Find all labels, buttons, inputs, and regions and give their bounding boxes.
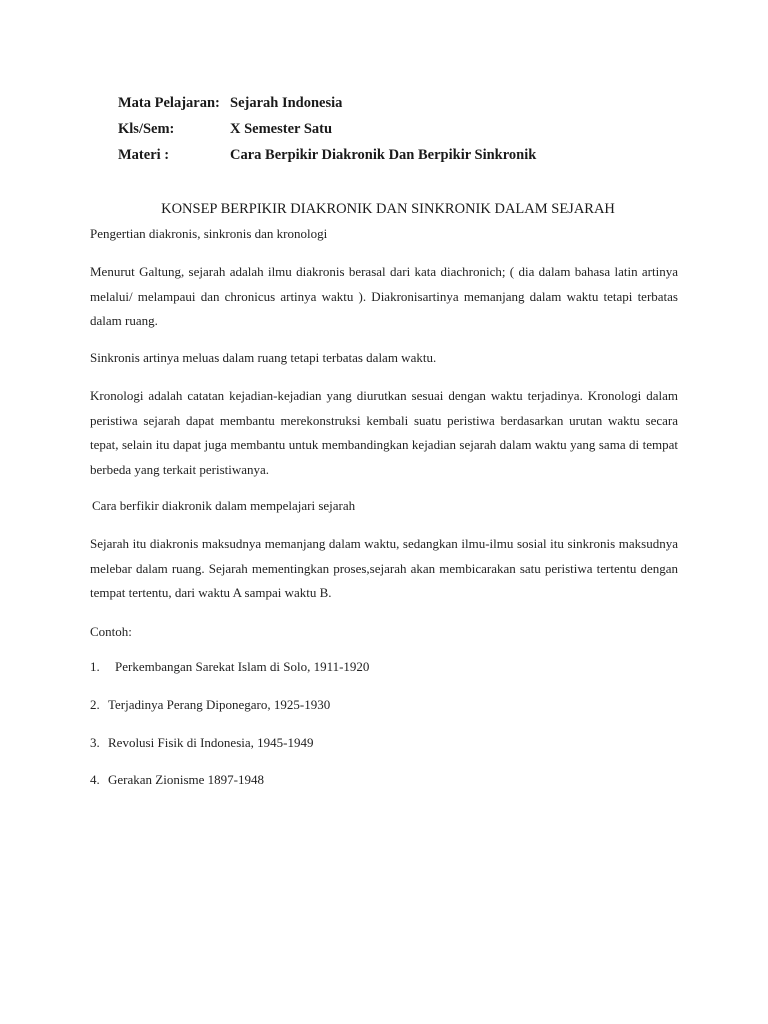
examples-label: Contoh: xyxy=(90,624,132,639)
subject-label: Mata Pelajaran: xyxy=(118,95,220,111)
material-value: Cara Berpikir Diakronik Dan Berpikir Sinkronik xyxy=(230,147,537,163)
header-material-row xyxy=(118,146,536,164)
header-subject-row xyxy=(118,94,342,112)
paragraph-galtung: Menurut Galtung, sejarah adalah ilmu diakronis berasal dari kata diachronich; ( dia dalam bahasa latin artinya melalui/ melampaui dan chronicus artinya waktu ). Diakronisartinya memanjang dalam waktu tetapi terbatas dalam ruang. xyxy=(90,264,678,328)
list-item-text: Terjadinya Perang Diponegaro, 1925-1930 xyxy=(108,697,331,712)
class-value: X Semester Satu xyxy=(230,121,333,137)
class-label: Kls/Sem: xyxy=(118,121,175,137)
subject-value: Sejarah Indonesia xyxy=(230,95,343,111)
list-item-number: 3. xyxy=(90,735,100,750)
material-label: Materi : xyxy=(118,147,170,163)
section-subtitle: Pengertian diakronis, sinkronis dan kronologi xyxy=(90,226,328,241)
list-item-text: Gerakan Zionisme 1897-1948 xyxy=(108,772,264,787)
paragraph-kronologi: Kronologi adalah catatan kejadian-kejadian yang diurutkan sesuai dengan waktu terjadinya. Kronologi dalam peristiwa sejarah dapat membantu merekonstruksi kembali suatu peristiwa berdasarkan urutan waktu secara tepat, selain itu dapat juga membantu untuk membandingkan kejadian sejarah dalam waktu yang sama di tempat berbeda yang terkait peristiwanya. xyxy=(90,388,678,477)
list-item-text: Perkembangan Sarekat Islam di Solo, 1911-1920 xyxy=(115,659,370,674)
list-item xyxy=(90,696,330,714)
section-subtitle-2: Cara berfikir diakronik dalam mempelajari sejarah xyxy=(92,498,356,513)
paragraph-diakronis: Sejarah itu diakronis maksudnya memanjang dalam waktu, sedangkan ilmu-ilmu sosial itu sinkronis maksudnya melebar dalam ruang. Sejarah mementingkan proses,sejarah akan membicarakan satu peristiwa tertentu dengan tempat tertentu, dari waktu A sampai waktu B. xyxy=(90,536,678,600)
list-item xyxy=(90,771,264,789)
list-item-number: 4. xyxy=(90,772,100,787)
list-item-number: 2. xyxy=(90,697,100,712)
list-item xyxy=(90,658,369,676)
list-item-text: Revolusi Fisik di Indonesia, 1945-1949 xyxy=(108,735,314,750)
header-class-row xyxy=(118,120,332,138)
list-item xyxy=(90,734,313,752)
list-item-number: 1. xyxy=(90,659,100,674)
paragraph-sinkronis: Sinkronis artinya meluas dalam ruang tetapi terbatas dalam waktu. xyxy=(90,350,437,365)
document-title: KONSEP BERPIKIR DIAKRONIK DAN SINKRONIK DALAM SEJARAH xyxy=(161,201,615,217)
